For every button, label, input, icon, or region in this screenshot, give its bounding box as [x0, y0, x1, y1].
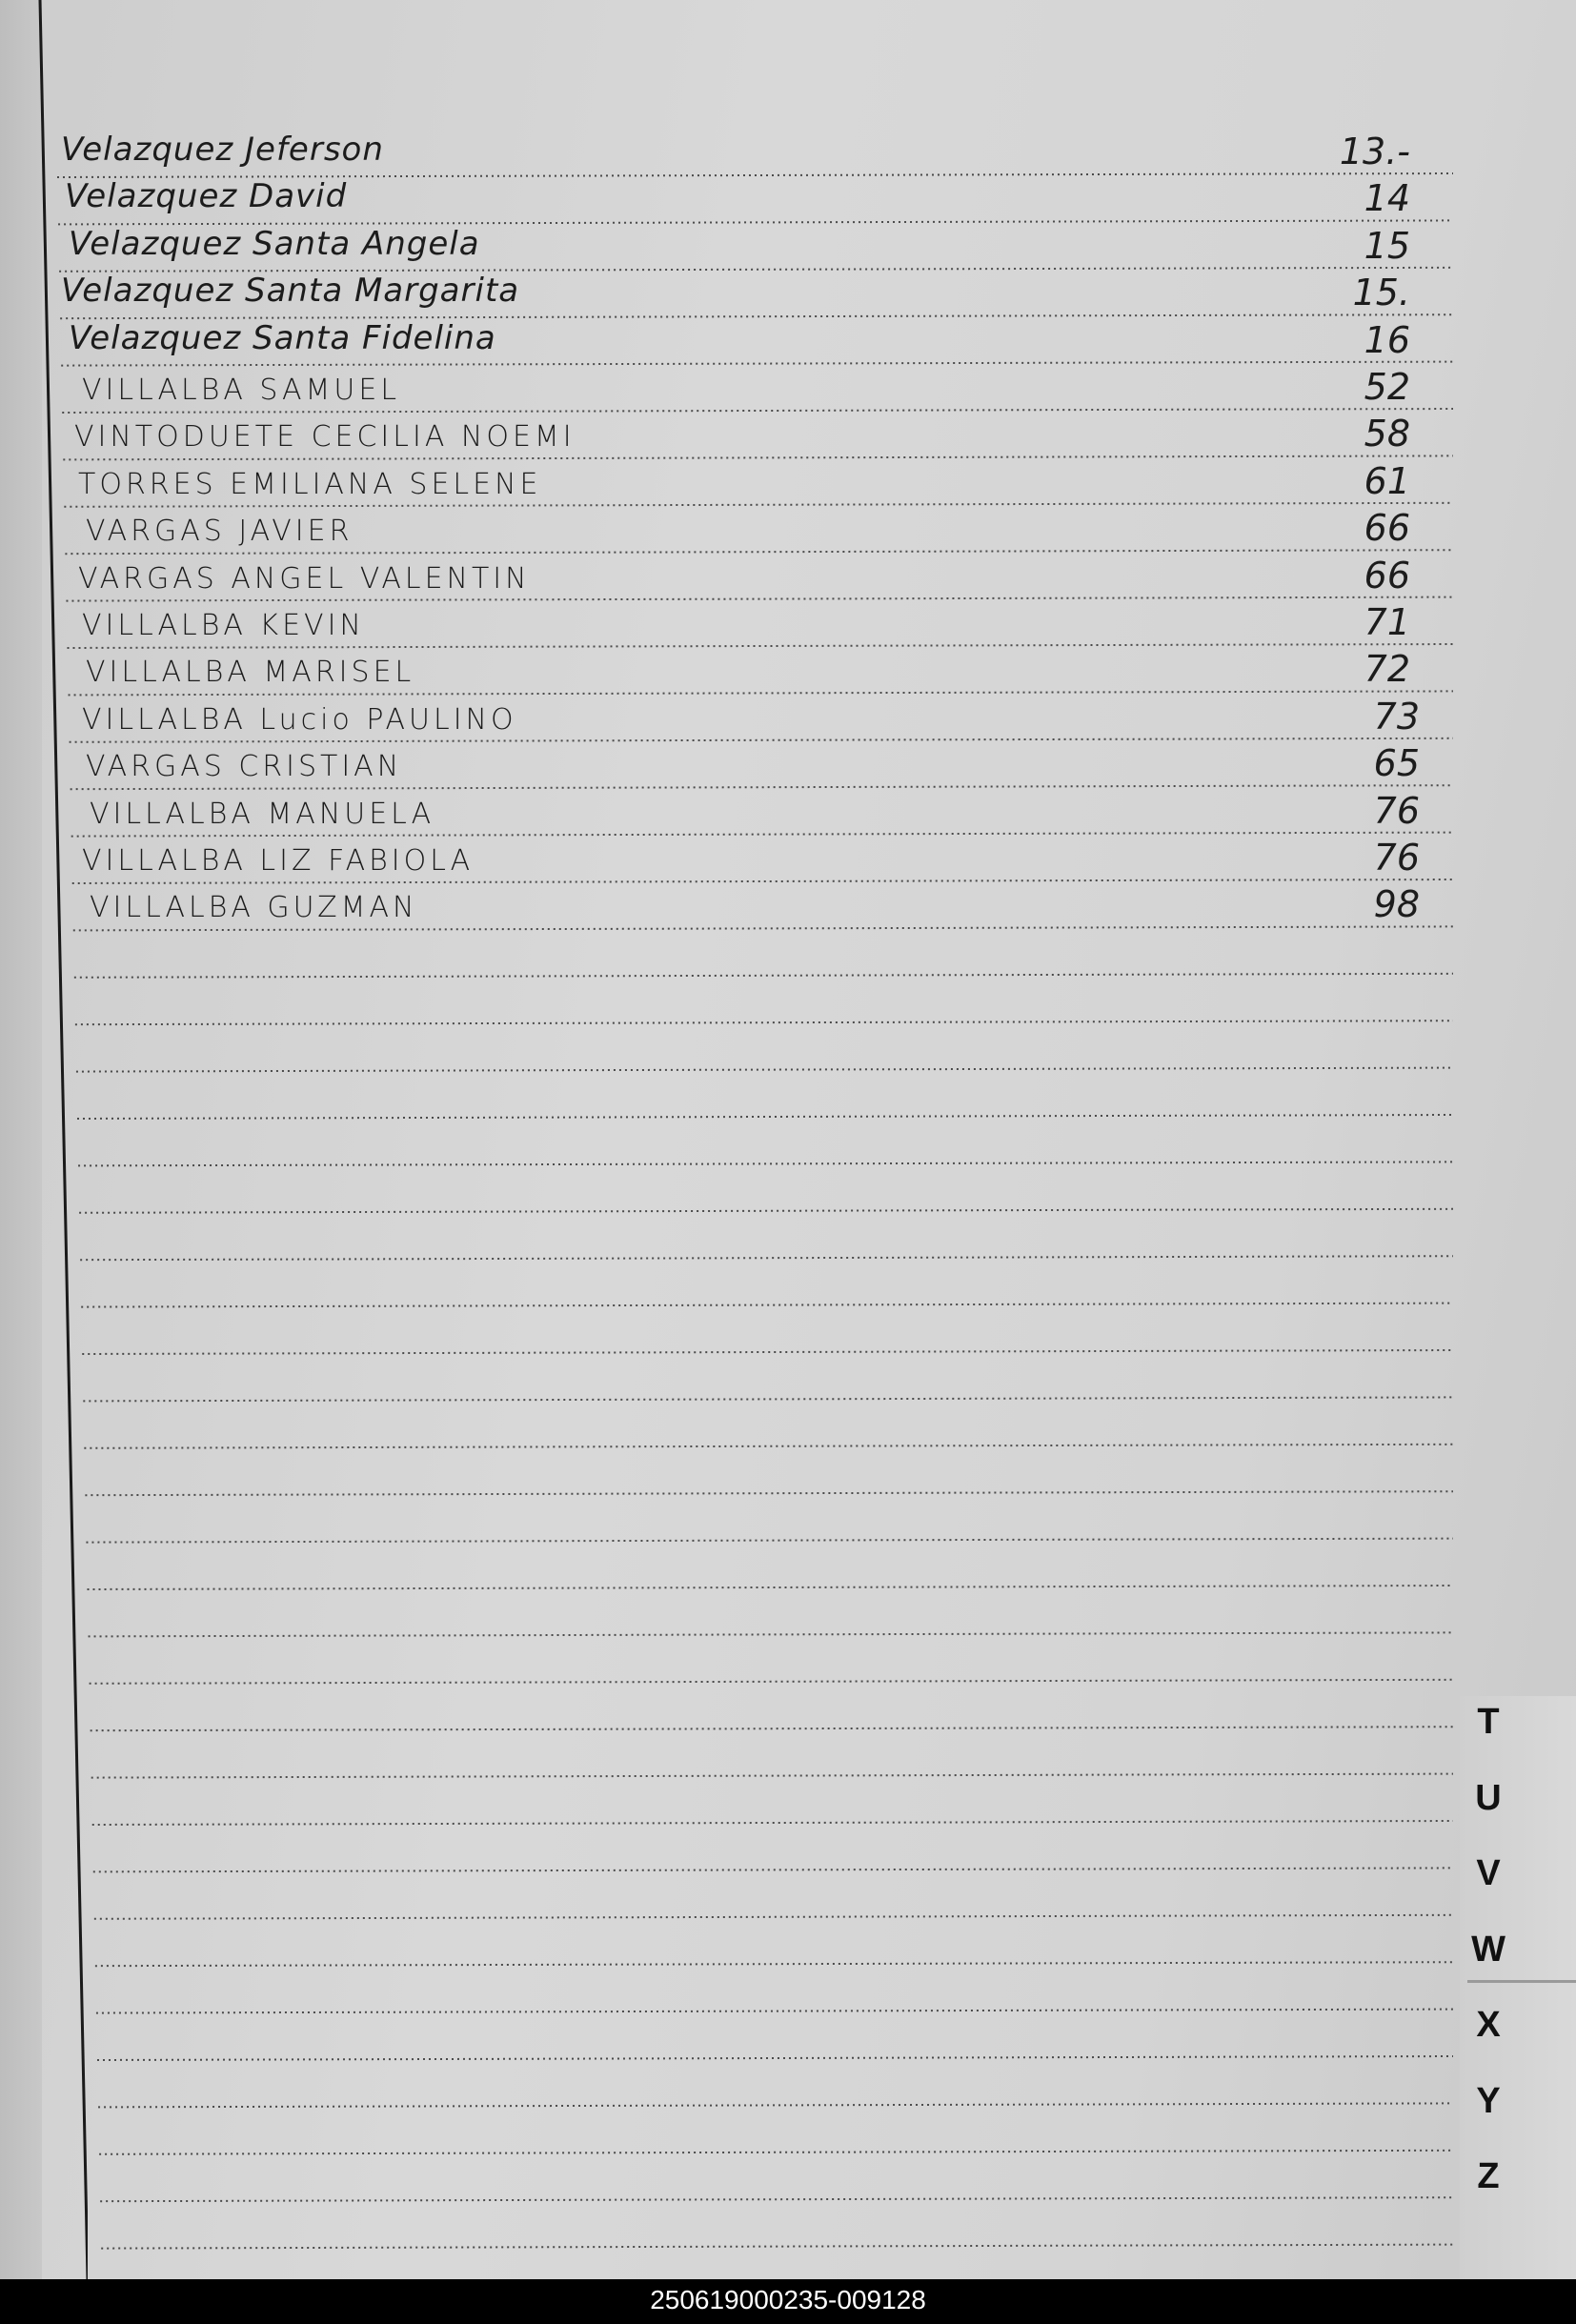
entry-name: VILLALBA KEVIN — [82, 609, 365, 642]
entry-name: VILLALBA LIZ FABIOLA — [82, 844, 475, 878]
entry-number: 76 — [1373, 789, 1420, 832]
entry-name: VILLALBA MARISEL — [86, 656, 415, 690]
entry-name: VARGAS JAVIER — [86, 515, 354, 549]
entry-number: 72 — [1364, 648, 1410, 691]
entry-name: Velazquez Jeferson — [61, 131, 384, 169]
entry-name: VILLALBA Lucio PAULINO — [82, 702, 517, 737]
entry-name: TORRES EMILIANA SELENE — [78, 467, 542, 501]
entry-number: 14 — [1364, 177, 1410, 220]
index-tab-t[interactable]: T — [1477, 1702, 1500, 1742]
index-tab-u[interactable]: U — [1475, 1777, 1502, 1818]
entry-number: 52 — [1364, 366, 1410, 408]
index-tab-v[interactable]: V — [1476, 1853, 1501, 1893]
entry-number: 13.- — [1339, 131, 1410, 172]
entry-name: VILLALBA MANUELA — [90, 797, 435, 831]
index-tab-step — [1467, 1980, 1576, 1983]
entry-name: Velazquez Santa Fidelina — [69, 318, 496, 357]
entry-number: 66 — [1364, 554, 1410, 596]
entry-name: VILLALBA SAMUEL — [82, 374, 401, 407]
entry-number: 16 — [1364, 318, 1410, 361]
entry-number: 65 — [1373, 742, 1420, 785]
entry-name: Velazquez David — [65, 177, 348, 216]
entry-name: VARGAS CRISTIAN — [86, 750, 403, 784]
entry-number: 61 — [1364, 459, 1410, 502]
entry-number: 71 — [1364, 601, 1410, 643]
entry-name: VINTODUETE CECILIA NOEMI — [74, 420, 576, 455]
entry-number: 98 — [1373, 883, 1420, 926]
index-tab-y[interactable]: Y — [1476, 2080, 1501, 2121]
entry-number: 15 — [1364, 224, 1410, 267]
entry-name: VILLALBA GUZMAN — [90, 891, 418, 925]
entry-number: 58 — [1364, 413, 1410, 455]
document-id: 250619000235-009128 — [650, 2285, 926, 2314]
index-tab-w[interactable]: W — [1471, 1929, 1505, 1970]
index-tab-z[interactable]: Z — [1477, 2156, 1500, 2196]
entry-number: 76 — [1373, 837, 1420, 879]
entry-number: 66 — [1364, 507, 1410, 550]
entry-number: 15. — [1352, 272, 1410, 314]
entry-number: 73 — [1373, 695, 1420, 738]
index-tab-x[interactable]: X — [1476, 2005, 1501, 2045]
entry-name: Velazquez Santa Margarita — [61, 272, 520, 311]
entry-name: Velazquez Santa Angela — [69, 224, 480, 263]
entry-name: VARGAS ANGEL VALENTIN — [78, 561, 531, 596]
